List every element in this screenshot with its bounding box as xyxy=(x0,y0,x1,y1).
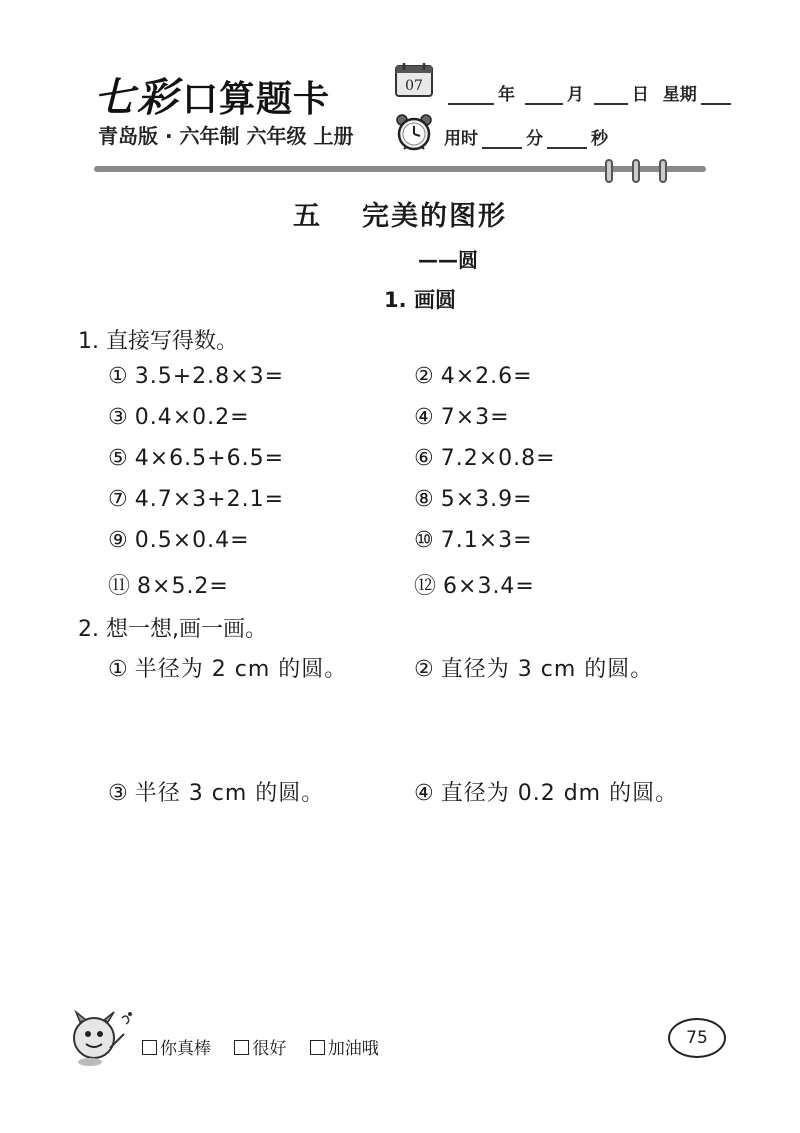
draw-item-3 xyxy=(108,776,324,807)
minutes-label: 分 xyxy=(526,129,543,149)
year-blank[interactable] xyxy=(448,103,494,105)
page-number: 75 xyxy=(668,1018,726,1058)
seconds-blank[interactable] xyxy=(547,147,587,149)
calc-item-8 xyxy=(414,487,533,512)
weekday-blank[interactable] xyxy=(701,103,731,105)
seconds-label: 秒 xyxy=(591,129,608,149)
chapter-title xyxy=(0,194,800,233)
item-expression: 4×6.5+6.5= xyxy=(134,446,285,471)
item-text: 半径 3 cm 的圆。 xyxy=(134,781,325,806)
item-number: ⑦ xyxy=(108,487,129,512)
item-number: ③ xyxy=(108,405,129,430)
checkbox-icon[interactable] xyxy=(310,1040,325,1055)
item-number: ⑨ xyxy=(108,528,129,553)
option-good[interactable] xyxy=(234,1039,286,1059)
calc-item-10 xyxy=(414,528,533,553)
brand-text: 口算题卡 xyxy=(182,79,331,120)
draw-item-2 xyxy=(414,652,653,683)
item-expression: 4×2.6= xyxy=(440,364,533,389)
calc-item-3 xyxy=(108,405,250,430)
weekday-label: 星期 xyxy=(662,85,697,105)
calc-item-7 xyxy=(108,487,284,512)
draw-item-4 xyxy=(414,776,678,807)
question-1-title: 1. 直接写得数。 xyxy=(78,329,238,354)
brand-char-cai: 彩 xyxy=(137,74,178,121)
calc-item-9 xyxy=(108,528,250,553)
item-expression: 4.7×3+2.1= xyxy=(134,487,285,512)
calc-item-12 xyxy=(414,569,535,600)
item-number: ④ xyxy=(414,405,435,430)
calc-item-1 xyxy=(108,364,284,389)
binder-rings-icon xyxy=(600,158,680,186)
item-expression: 7.1×3= xyxy=(440,528,533,553)
item-expression: 0.5×0.4= xyxy=(134,528,250,553)
mascot-icon xyxy=(66,1004,136,1070)
chapter-number: 五 xyxy=(293,201,322,232)
month-label: 月 xyxy=(566,85,584,105)
item-number: ① xyxy=(108,364,129,389)
item-number: ④ xyxy=(414,781,435,806)
item-expression: 7.2×0.8= xyxy=(440,446,556,471)
checkbox-icon[interactable] xyxy=(142,1040,157,1055)
brand-char-qi: 七 xyxy=(94,75,135,121)
item-number: ② xyxy=(414,657,435,682)
option-keep-going[interactable] xyxy=(310,1039,379,1059)
self-evaluation xyxy=(142,1034,397,1059)
item-expression: 0.4×0.2= xyxy=(134,405,250,430)
item-number: ⑫ xyxy=(414,574,438,599)
minutes-blank[interactable] xyxy=(482,147,522,149)
option-keep-going-label: 加油哦 xyxy=(327,1039,379,1059)
item-number: ③ xyxy=(108,781,129,806)
item-number: ⑧ xyxy=(414,487,435,512)
item-number: ① xyxy=(108,657,129,682)
item-text: 直径为 0.2 dm 的圆。 xyxy=(440,781,679,806)
option-good-label: 很好 xyxy=(252,1039,287,1059)
calc-item-5 xyxy=(108,446,284,471)
chapter-subtitle: ——圆 xyxy=(418,248,478,272)
option-great-label: 你真棒 xyxy=(160,1039,211,1059)
option-great[interactable] xyxy=(142,1039,211,1059)
item-text: 半径为 2 cm 的圆。 xyxy=(134,657,348,682)
question-2-title: 2. 想一想,画一画。 xyxy=(78,617,267,642)
item-number: ⑪ xyxy=(108,574,132,599)
calc-item-4 xyxy=(414,405,510,430)
checkbox-icon[interactable] xyxy=(234,1040,249,1055)
calc-item-6 xyxy=(414,446,556,471)
calendar-icon xyxy=(394,62,434,98)
item-number: ⑥ xyxy=(414,446,435,471)
lesson-title: 1. 画圆 xyxy=(384,288,456,312)
item-expression: 6×3.4= xyxy=(443,574,535,599)
chapter-name: 完美的图形 xyxy=(362,201,507,232)
item-number: ⑤ xyxy=(108,446,129,471)
item-expression: 3.5+2.8×3= xyxy=(134,364,285,389)
edition-label: 青岛版 · 六年制 六年级 上册 xyxy=(98,124,354,148)
item-number: ② xyxy=(414,364,435,389)
month-blank[interactable] xyxy=(525,103,563,105)
calendar-number: 07 xyxy=(405,78,423,94)
day-label: 日 xyxy=(631,85,649,105)
item-expression: 8×5.2= xyxy=(137,574,229,599)
brand-title xyxy=(94,66,330,123)
year-label: 年 xyxy=(498,85,515,105)
alarm-clock-icon xyxy=(394,112,434,152)
item-text: 直径为 3 cm 的圆。 xyxy=(440,657,654,682)
date-line xyxy=(444,80,735,105)
item-number: ⑩ xyxy=(414,528,435,553)
calc-item-11 xyxy=(108,569,229,600)
item-expression: 5×3.9= xyxy=(440,487,533,512)
item-expression: 7×3= xyxy=(440,405,510,430)
calc-item-2 xyxy=(414,364,533,389)
time-line xyxy=(444,124,608,149)
day-blank[interactable] xyxy=(594,103,628,105)
draw-item-1 xyxy=(108,652,347,683)
time-used-label: 用时 xyxy=(444,129,478,149)
